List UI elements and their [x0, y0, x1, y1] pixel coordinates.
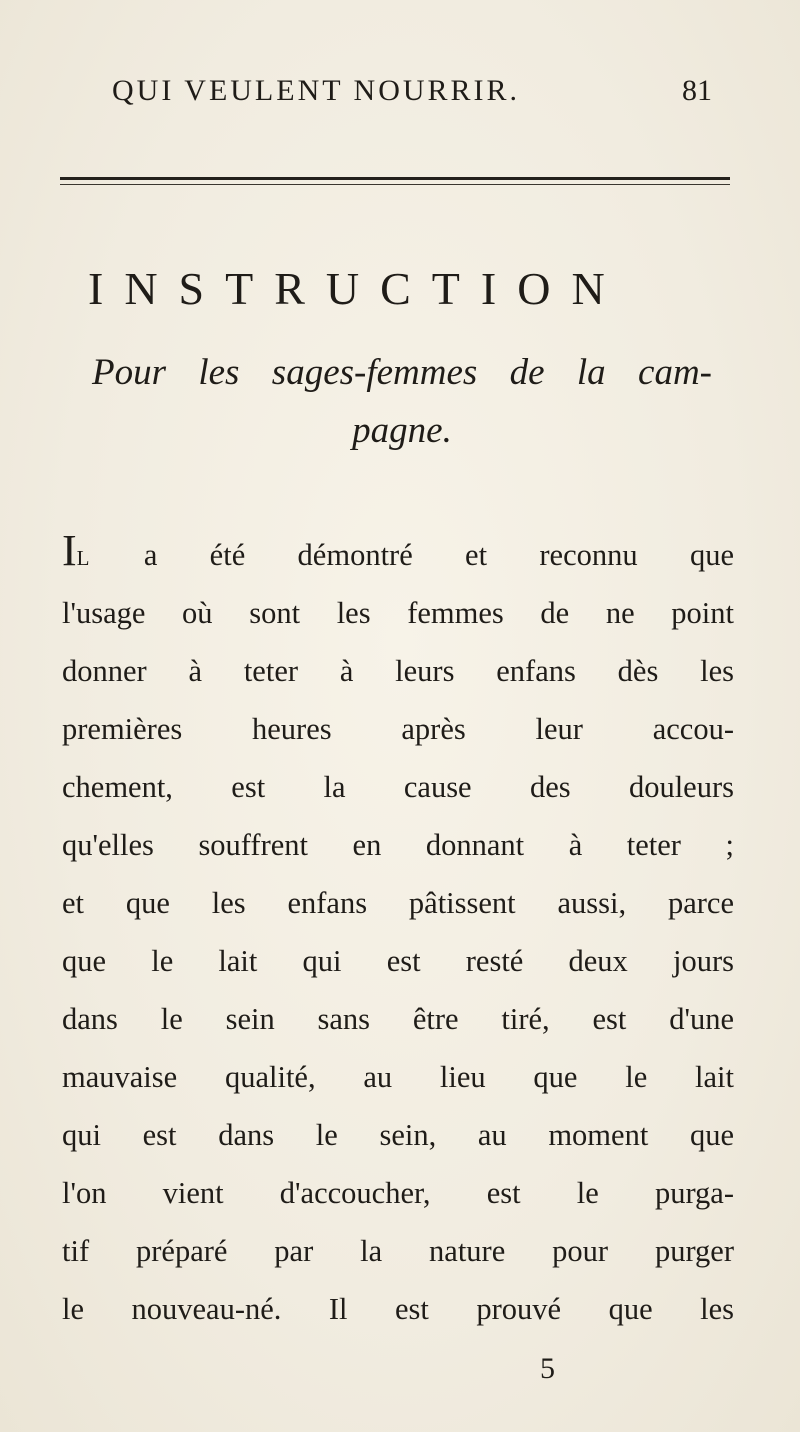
body-line-14: le nouveau-né. Il est prouvé que les [62, 1292, 734, 1326]
initial-word-rest: l [76, 538, 92, 572]
body-line-13: tif préparé par la nature pour purger [62, 1234, 734, 1268]
header-rule-thin [60, 184, 730, 185]
header-rule-thick [60, 177, 730, 180]
body-line-7: et que les enfans pâtissent aussi, parce [62, 886, 734, 920]
body-line-5: chement, est la cause des douleurs [62, 770, 734, 804]
body-paragraph [62, 526, 734, 1338]
running-head [112, 74, 712, 108]
body-line-2: l'usage où sont les femmes de ne point [62, 596, 734, 630]
subtitle-line-2: pagne. [352, 410, 452, 451]
body-line-11: qui est dans le sein, au moment que [62, 1118, 734, 1152]
section-subtitle [92, 344, 712, 460]
page-number: 81 [682, 74, 712, 107]
body-line-text: a été démontré et reconnu que [143, 538, 734, 572]
body-line-10: mauvaise qualité, au lieu que le lait [62, 1060, 734, 1094]
body-line-4: premières heures après leur accou- [62, 712, 734, 746]
section-heading: INSTRUCTION [88, 263, 626, 314]
body-line-6: qu'elles souffrent en donnant à teter ; [62, 828, 734, 862]
initial-letter: I [62, 526, 77, 575]
subtitle-line-1: Pour les sages-femmes de la cam- [92, 352, 712, 393]
body-line-12: l'on vient d'accoucher, est le purga- [62, 1176, 734, 1210]
body-line-8: que le lait qui est resté deux jours [62, 944, 734, 978]
body-line-9: dans le sein sans être tiré, est d'une [62, 1002, 734, 1036]
signature-mark: 5 [540, 1352, 555, 1385]
body-line-3: donner à teter à leurs enfans dès les [62, 654, 734, 688]
body-line-1 [62, 526, 734, 584]
running-title: QUI VEULENT NOURRIR. [112, 74, 521, 107]
